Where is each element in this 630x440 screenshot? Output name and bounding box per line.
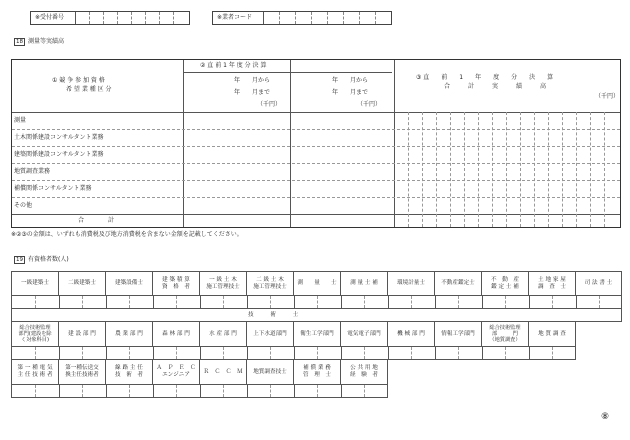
row-label-compensation: 補償関係コンサルタント業務 [14, 185, 92, 192]
col1-line1: ① 競 争 参 加 資 格 [52, 77, 105, 84]
company-code-label: ※業者コード [217, 14, 253, 21]
col2b-to: 年 月まで [332, 89, 369, 96]
qual-transmission-chief: 第一種伝送交 換主任技術者 [59, 360, 106, 385]
section19-title: 有資格者数(人) [28, 256, 69, 263]
col2-title: ② 直 前 1 年 度 分 決 算 [200, 62, 267, 69]
row-label-geology: 地質調査業務 [14, 168, 51, 175]
section18-heading [14, 38, 64, 46]
qual-electrical-chief: 第 一 種 電 気 主 任 技 術 者 [12, 360, 59, 385]
section18-number: 18 [16, 39, 23, 45]
section19-number: 19 [16, 257, 23, 263]
empty-cell [576, 347, 622, 360]
col3-line1: ③ 直 前 1 年 度 分 決 算 [416, 74, 554, 81]
empty-area [388, 385, 622, 398]
qual-assistant-appraiser: 不 動 産 鑑 定 士 補 [482, 272, 529, 296]
eng-information: 情報工学部門 [435, 322, 482, 347]
row-label-building: 建築関係建設コンサルタント業務 [14, 151, 104, 158]
col2a-to: 年 月まで [234, 89, 271, 96]
qualified-persons-table [11, 271, 622, 398]
qual-civil-2nd: 二 級 土 木 施工管理技士 [247, 272, 294, 296]
row3-count-cells [12, 385, 388, 398]
qual-judicial-scrivener: 司 法 書 士 [576, 272, 622, 296]
performance-table [11, 59, 621, 228]
qual-rccm: Ｒ Ｃ Ｃ Ｍ [200, 360, 247, 385]
qual-real-estate-appraiser: 不動産鑑定士 [435, 272, 482, 296]
qual-apec-engineer: Ａ Ｐ Ｅ Ｃ エンジニア [153, 360, 200, 385]
receipt-number-box [30, 11, 190, 25]
qual-surveyor: 測 量 士 [294, 272, 341, 296]
empty-cell [576, 322, 622, 347]
col2b-from: 年 月から [332, 77, 369, 84]
eng-mechanical: 機 械 部 門 [388, 322, 435, 347]
company-code-box [212, 11, 392, 25]
qual-line-chief: 線 路 主 任 技 術 者 [106, 360, 153, 385]
qual-civil-1st: 一 級 土 木 施工管理技士 [200, 272, 247, 296]
qual-public-land-experience: 公 共 用 地 経 験 者 [341, 360, 388, 385]
row2-count-cells [12, 347, 576, 360]
section18-title: 測量等実績高 [28, 38, 65, 45]
qual-compensation-manager: 補 償 業 務 管 理 士 [294, 360, 341, 385]
row1-count-cells [12, 296, 622, 309]
eng-water-sewerage: 上下水道部門 [247, 322, 294, 347]
qual-geological-technician: 地質調査技士 [247, 360, 294, 385]
section19-heading [14, 256, 69, 264]
qual-building-estimator: 建 築 積 算 資 格 者 [153, 272, 200, 296]
eng-geological-survey: 地 質 調 査 [529, 322, 576, 347]
row-label-survey: 測量 [14, 117, 27, 124]
page-number: ⑧ [601, 412, 610, 422]
col1-line2: 希 望 業 種 区 分 [66, 86, 112, 93]
col3-line2: 合 計 実 績 高 [444, 83, 547, 90]
receipt-number-label: ※受付番号 [35, 14, 65, 21]
empty-area [388, 360, 622, 385]
eng-general-supervision: 総合技術監理 部門(建設を除 く対象科目) [12, 322, 59, 347]
qual-building-equipment: 建築設備士 [106, 272, 153, 296]
row-label-civil: 土木関係建設コンサルタント業務 [14, 134, 104, 141]
eng-agriculture: 農 業 部 門 [106, 322, 153, 347]
row-label-total: 合 計 [78, 217, 115, 224]
eng-sanitary: 衛生工学部門 [294, 322, 341, 347]
tax-note: ※②③の金額は、いずれも消費税及び地方消費税を含まない金額を記載してください。 [11, 231, 243, 238]
qual-land-surveyor: 土 地 家 屋 調 査 士 [529, 272, 576, 296]
qual-assistant-surveyor: 測 量 士 補 [341, 272, 388, 296]
qual-environmental-measurer: 環境計量士 [388, 272, 435, 296]
eng-construction: 建 設 部 門 [59, 322, 106, 347]
eng-fisheries: 水 産 部 門 [200, 322, 247, 347]
col2a-unit: （千円） [257, 101, 282, 108]
qual-second-class-architect: 二級建築士 [59, 272, 106, 296]
col2a-from: 年 月から [234, 77, 271, 84]
engineer-header: 技 術 士 [12, 309, 622, 322]
col2b-unit: （千円） [357, 101, 382, 108]
qual-first-class-architect: 一級建築士 [12, 272, 59, 296]
eng-forestry: 森 林 部 門 [153, 322, 200, 347]
row-label-other: その他 [14, 202, 33, 209]
eng-electrical: 電気電子部門 [341, 322, 388, 347]
col3-unit: （千円） [595, 93, 620, 100]
eng-general-geology: 総合技術監理 部 門 （地質調査） [482, 322, 529, 347]
